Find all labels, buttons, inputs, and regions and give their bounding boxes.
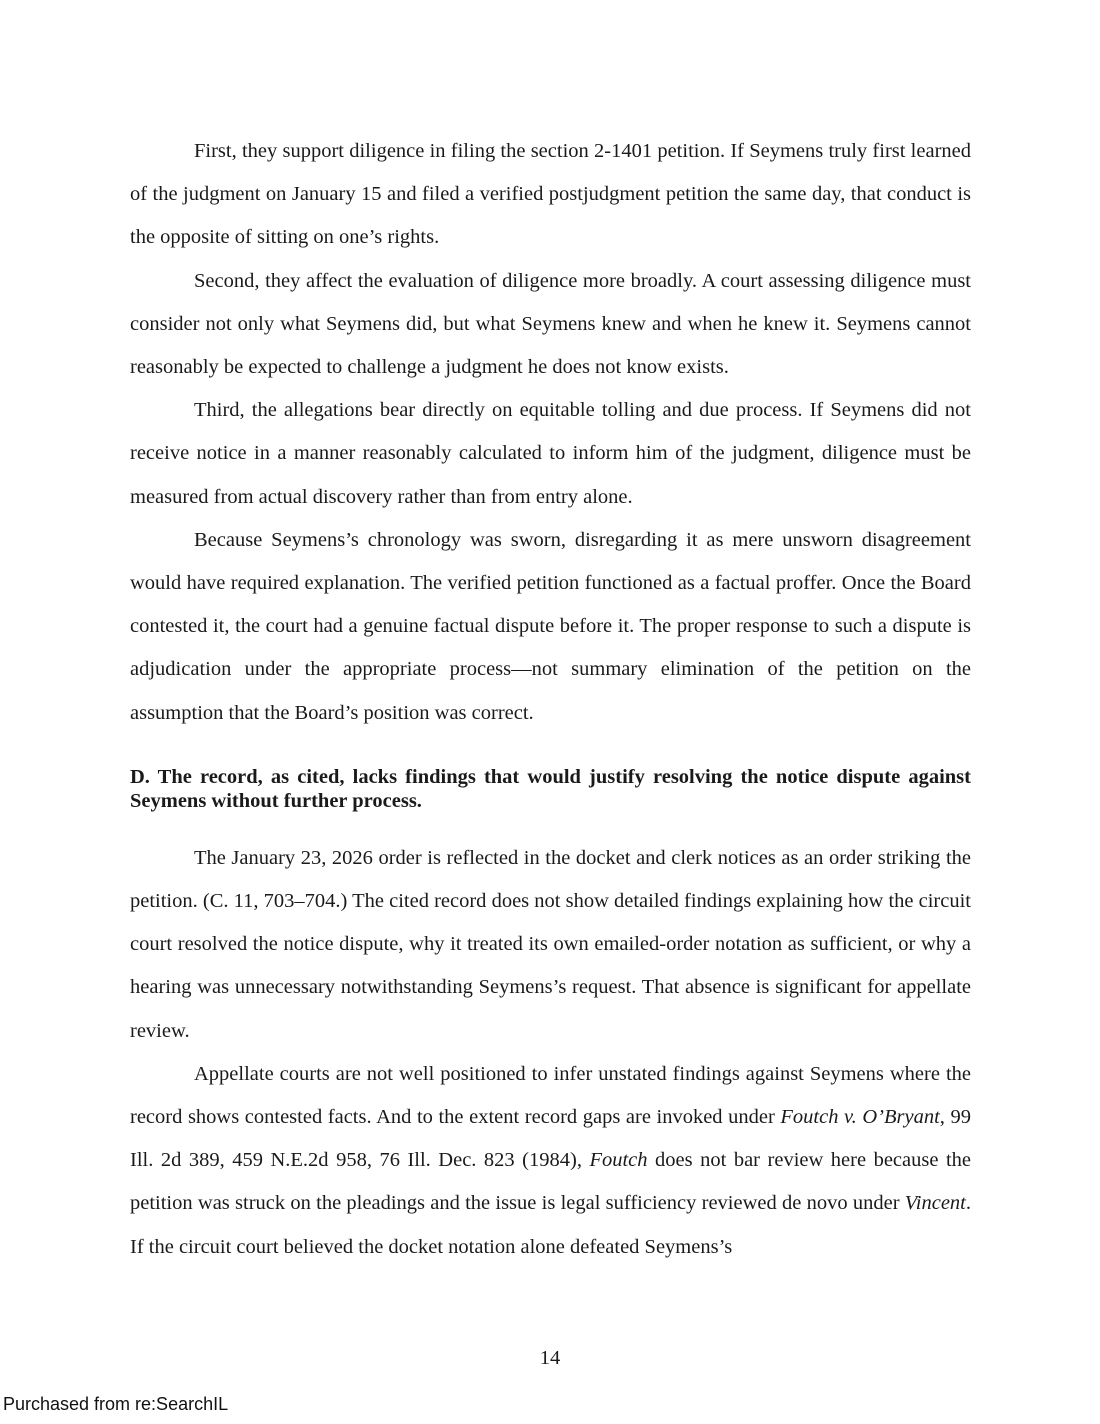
text-run: does not bar review here because the petition was struck on the pleadings and the issue is legal sufficiency reviewed de novo under	[130, 1149, 971, 1215]
body-paragraph: Because Seymens’s chronology was sworn, disregarding it as mere unsworn disagreement would have required explanation. The verified petition functioned as a factual proffer. Once the Board contested it, the court had a genuine factual dispute before it. The proper response to such a dispute is adjudication under the appropriate process—not summary elimination of the petition on the assumption that the Board’s position was correct.	[130, 528, 971, 724]
text-run: . If the circuit court believed the docket notation alone defeated Seymens’s	[130, 1192, 971, 1258]
body-paragraph: First, they support diligence in filing the section 2-1401 petition. If Seymens truly first learned of the judgment on January 15 and filed a verified postjudgment petition the same day, that conduct is the opposite of sitting on one’s rights.	[130, 140, 971, 249]
page-number: 14	[539, 1347, 561, 1369]
text-run: , 99 Ill. 2d 389, 459 N.E.2d 958, 76 Ill. Dec. 823 (1984),	[130, 1106, 971, 1172]
body-paragraph: Third, the allegations bear directly on equitable tolling and due process. If Seymens did not receive notice in a manner reasonably calculated to inform him of the judgment, diligence must be measured from actual discovery rather than from entry alone.	[130, 399, 971, 508]
body-paragraph-citation	[130, 1053, 971, 1269]
body-paragraph: The January 23, 2026 order is reflected in the docket and clerk notices as an order striking the petition. (C. 11, 703–704.) The cited record does not show detailed findings explaining how the circuit court resolved the notice dispute, why it treated its own emailed-order notation as sufficient, or why a hearing was unnecessary notwithstanding Seymens’s request. That absence is significant for appellate review.	[130, 846, 971, 1042]
text-run: Appellate courts are not well positioned to infer unstated findings against Seymens where the record shows contested facts. And to the extent record gaps are invoked under	[130, 1062, 971, 1129]
case-citation: Foutch v. O’Bryant	[780, 1106, 940, 1129]
body-paragraph: Second, they affect the evaluation of diligence more broadly. A court assessing diligence must consider not only what Seymens did, but what Seymens knew and when he knew it. Seymens cannot reasonably be expected to challenge a judgment he does not know exists.	[130, 269, 971, 379]
section-heading-d: D. The record, as cited, lacks findings that would justify resolving the notice dispute against Seymens without further process.	[130, 765, 971, 812]
document-body	[130, 130, 971, 1269]
case-citation-vincent: Vincent	[904, 1192, 966, 1215]
case-citation-short: Foutch	[589, 1149, 648, 1172]
purchase-footer: Purchased from re:SearchIL	[3, 1394, 229, 1414]
